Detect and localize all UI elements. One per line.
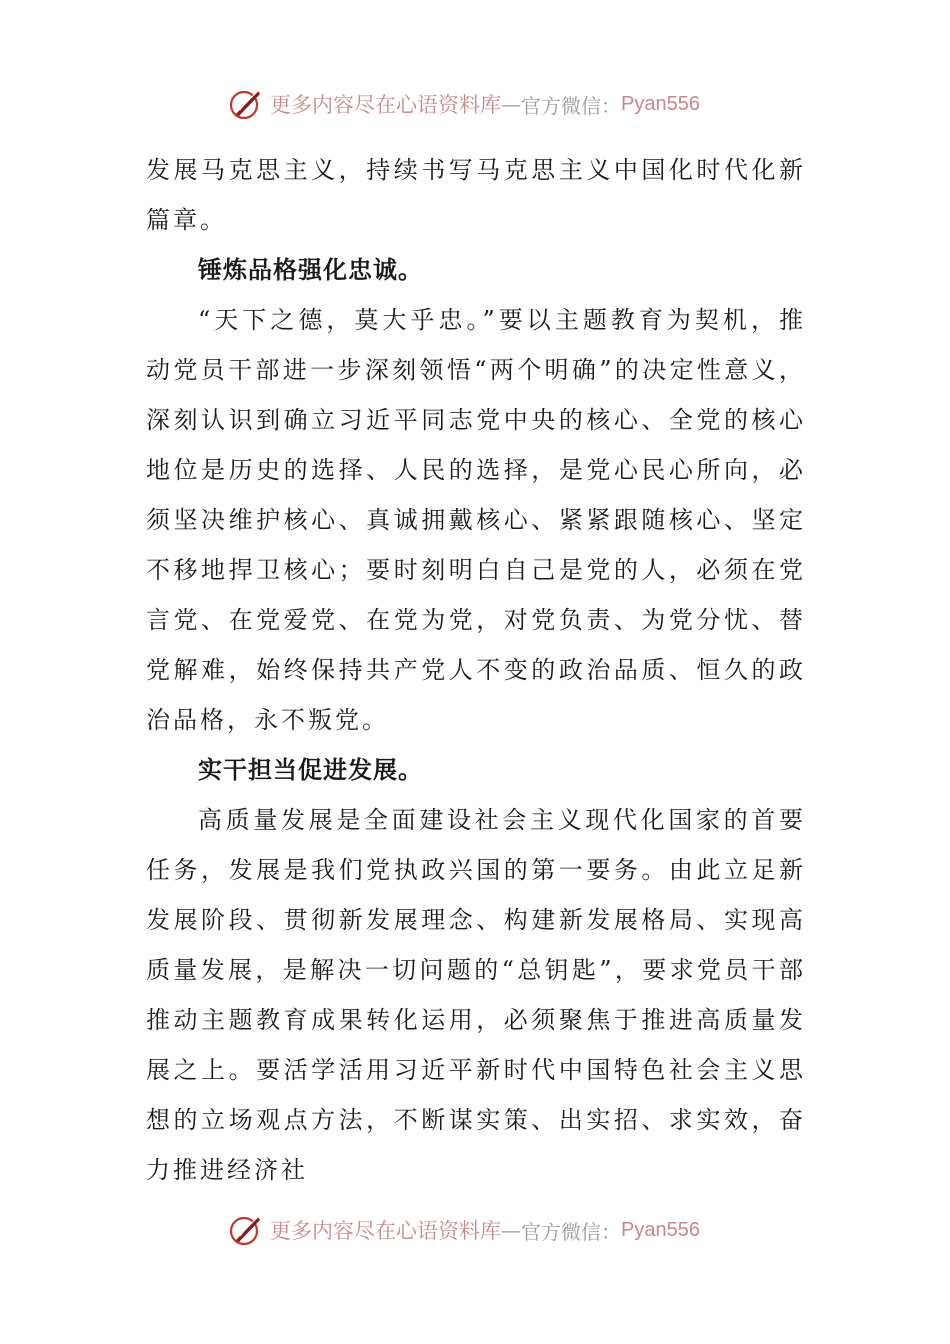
dash: — — [501, 1218, 521, 1242]
brand-text: 更多内容尽在心语资料库 — [270, 1219, 501, 1243]
wechat-label: 官方微信： — [521, 93, 621, 118]
quill-pen-circle-icon — [228, 86, 264, 122]
section-heading-loyalty: 锤炼品格强化忠诚。 — [198, 256, 423, 284]
section-heading-development: 实干担当促进发展。 — [198, 756, 423, 784]
wechat-id: Pyan556 — [621, 1218, 700, 1241]
header-banner — [228, 84, 700, 124]
brand-text: 更多内容尽在心语资料库 — [270, 93, 501, 117]
paragraph-loyalty: “天下之德，莫大乎忠。”要以主题教育为契机，推动党员干部进一步深刻领悟“两个明确”的决定性意义，深刻认识到确立习近平同志党中央的核心、全党的核心地位是历史的选择、人民的选择，是党心民心所向，必须坚决维护核心、真诚拥戴核心、紧紧跟随核心、坚定不移地捍卫核心；要时刻明白自己是党的人，必须在党言党、在党爱党、在党为党，对党负责、为党分忧、替党解难，始终保持共产党人不变的政治品质、恒久的政治品格，永不叛党。 — [146, 306, 806, 734]
wechat-id: Pyan556 — [621, 92, 700, 115]
dash: — — [501, 92, 521, 116]
wechat-label: 官方微信： — [521, 1219, 621, 1244]
document-body — [146, 145, 806, 1195]
paragraph-continuation: 发展马克思主义，持续书写马克思主义中国化时代化新篇章。 — [146, 156, 806, 234]
quill-pen-circle-icon — [228, 1212, 264, 1248]
paragraph-development: 高质量发展是全面建设社会主义现代化国家的首要任务，发展是我们党执政兴国的第一要务。由此立足新发展阶段、贯彻新发展理念、构建新发展格局、实现高质量发展，是解决一切问题的“总钥匙”，要求党员干部推动主题教育成果转化运用，必须聚焦于推进高质量发展之上。要活学活用习近平新时代中国特色社会主义思想的立场观点方法，不断谋实策、出实招、求实效，奋力推进经济社 — [146, 806, 806, 1184]
footer-banner — [228, 1210, 700, 1250]
